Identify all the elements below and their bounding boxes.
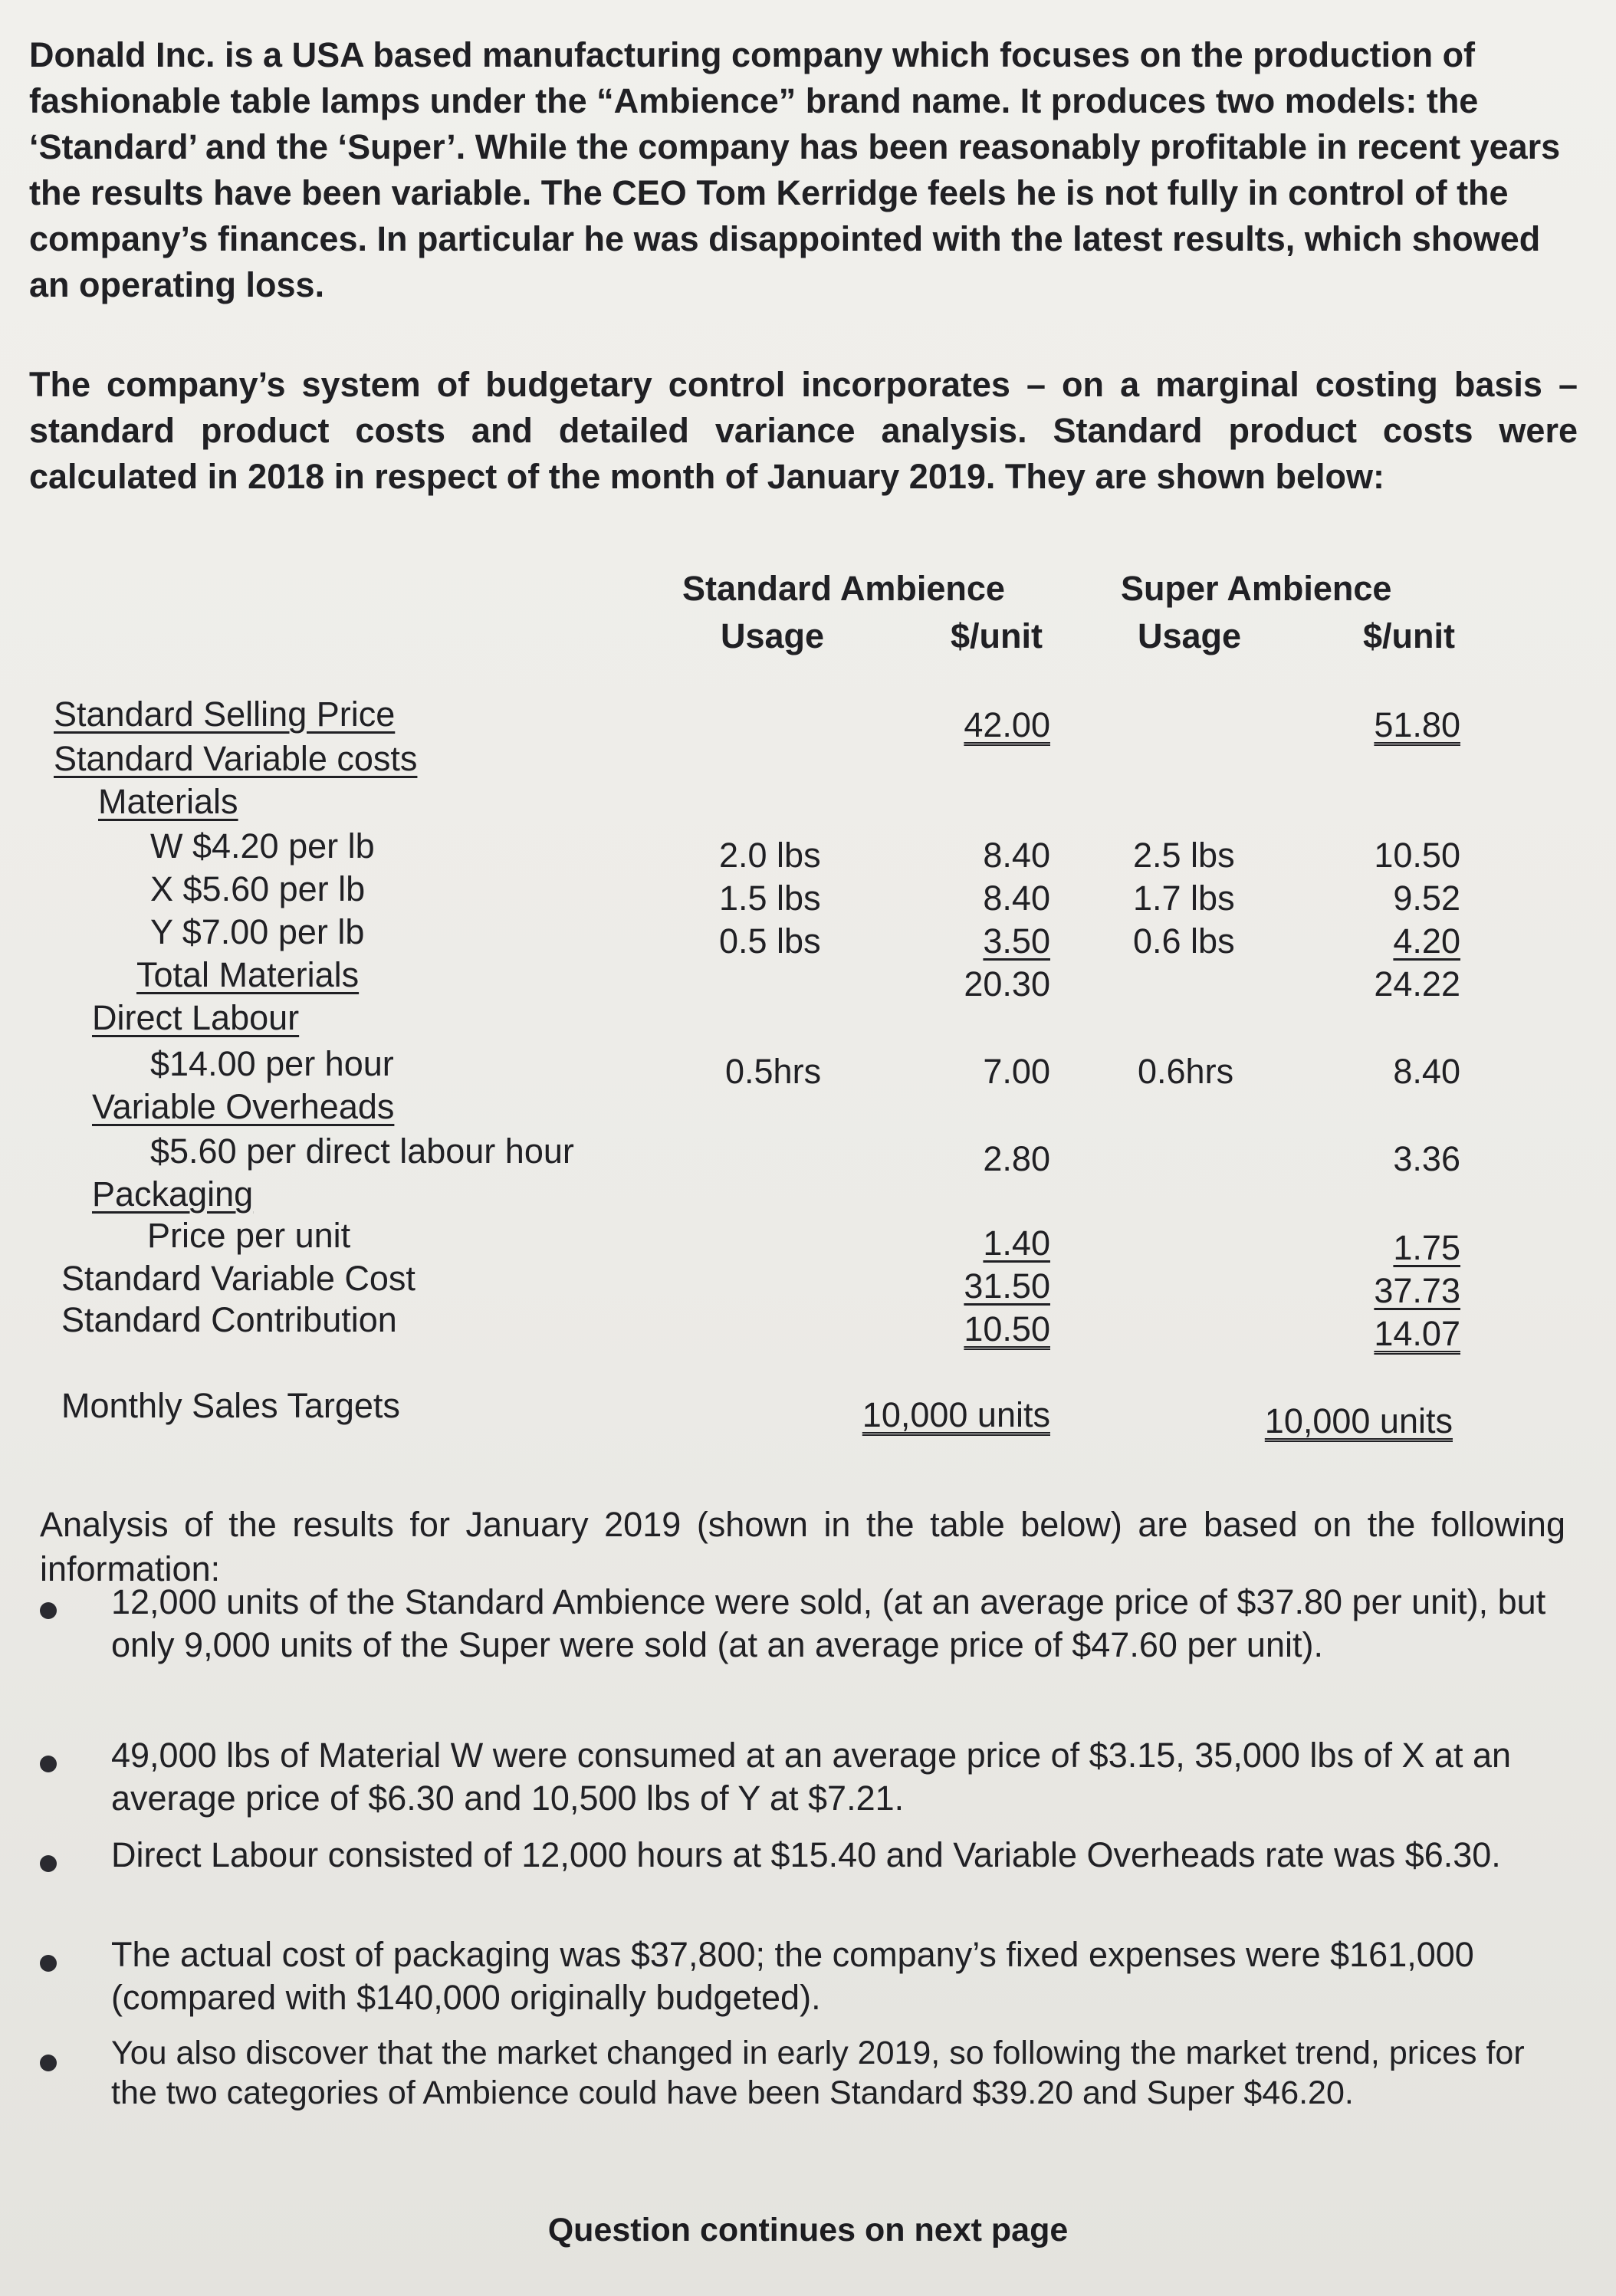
header-sup-per-unit: $/unit <box>1363 616 1455 655</box>
bullet-marker <box>40 1955 57 1972</box>
sup-usage-x: 1.7 lbs <box>1133 879 1235 918</box>
std-packaging-cost: 1.40 <box>983 1224 1050 1263</box>
analysis-bullet-sales: 12,000 units of the Standard Ambience were sold, (at an average price of $37.80 per unit), but only 9,000 units of the Super were sold (at an average price of $47.60 per unit). <box>111 1582 1546 1664</box>
std-usage-x: 1.5 lbs <box>719 879 821 918</box>
analysis-bullet-market: You also discover that the market changed in early 2019, so following the market trend, prices for the two categories of Ambience could have been Standard $39.20 and Super $46.20. <box>111 2035 1525 2111</box>
std-contribution: 10.50 <box>964 1309 1050 1348</box>
sup-overhead-cost: 3.36 <box>1393 1139 1460 1178</box>
label-selling-price: Standard Selling Price <box>54 695 396 734</box>
continuation-note: Question continues on next page <box>547 2212 1069 2248</box>
bullet-marker <box>40 2055 57 2071</box>
sup-cost-x: 9.52 <box>1393 879 1460 918</box>
bullet-marker <box>40 1756 57 1772</box>
label-std-contribution: Standard Contribution <box>61 1300 397 1339</box>
std-overhead-cost: 2.80 <box>983 1139 1050 1178</box>
sup-cost-w: 10.50 <box>1374 836 1460 875</box>
std-variable-cost: 31.50 <box>964 1266 1050 1306</box>
label-material-w: W $4.20 per lb <box>150 826 375 866</box>
bullet-marker <box>40 1855 57 1872</box>
std-labour-cost: 7.00 <box>983 1052 1050 1091</box>
header-super-ambience: Super Ambience <box>1121 569 1392 608</box>
std-selling-price: 42.00 <box>964 705 1050 744</box>
analysis-bullet-packaging: The actual cost of packaging was $37,800; the company’s fixed expenses were $161,000 (compared with $140,000 originally budgeted). <box>111 1935 1474 2017</box>
std-sales-target: 10,000 units <box>862 1395 1050 1434</box>
label-std-variable-cost: Standard Variable Cost <box>61 1259 415 1298</box>
std-labour-hours: 0.5hrs <box>725 1052 822 1091</box>
label-material-x: X $5.60 per lb <box>150 869 366 908</box>
label-labour-rate: $14.00 per hour <box>150 1044 394 1083</box>
analysis-intro: Analysis of the results for January 2019 (shown in the table below) are based on the following information: <box>40 1505 1565 1588</box>
analysis-bullet-labour: Direct Labour consisted of 12,000 hours at $15.40 and Variable Overheads rate was $6.30. <box>111 1835 1501 1874</box>
sup-usage-y: 0.6 lbs <box>1133 921 1235 961</box>
std-cost-y: 3.50 <box>983 921 1050 961</box>
label-packaging: Packaging <box>92 1174 254 1214</box>
std-total-materials: 20.30 <box>964 964 1050 1003</box>
budget-paragraph: The company’s system of budgetary control incorporates – on a marginal costing basis – standard product costs and detailed variance analysis. Standard product costs were calculated in 2018 in respect of the month of January 2019. They are shown below: <box>29 365 1578 496</box>
sup-cost-y: 4.20 <box>1393 921 1460 961</box>
header-std-usage: Usage <box>721 616 825 655</box>
std-usage-w: 2.0 lbs <box>719 836 821 875</box>
label-total-materials: Total Materials <box>136 955 360 994</box>
header-standard-ambience: Standard Ambience <box>682 569 1005 608</box>
label-overhead-rate: $5.60 per direct labour hour <box>150 1132 574 1171</box>
label-sales-targets: Monthly Sales Targets <box>61 1386 400 1425</box>
sup-selling-price: 51.80 <box>1374 705 1460 744</box>
label-direct-labour: Direct Labour <box>92 998 300 1037</box>
sup-contribution: 14.07 <box>1374 1314 1460 1353</box>
label-variable-overheads: Variable Overheads <box>92 1087 395 1126</box>
analysis-bullet-materials: 49,000 lbs of Material W were consumed at an average price of $3.15, 35,000 lbs of X at an average price of $6.30 and 10,500 lbs of Y at $7.21. <box>111 1736 1512 1818</box>
std-usage-y: 0.5 lbs <box>719 921 821 961</box>
header-sup-usage: Usage <box>1138 616 1242 655</box>
label-variable-costs: Standard Variable costs <box>54 739 418 778</box>
sup-labour-cost: 8.40 <box>1393 1052 1460 1091</box>
label-packaging-price: Price per unit <box>147 1216 351 1255</box>
bullet-marker <box>40 1602 57 1619</box>
std-cost-x: 8.40 <box>983 879 1050 918</box>
sup-sales-target: 10,000 units <box>1264 1401 1453 1440</box>
label-material-y: Y $7.00 per lb <box>150 912 365 951</box>
sup-usage-w: 2.5 lbs <box>1133 836 1235 875</box>
sup-packaging-cost: 1.75 <box>1393 1228 1460 1267</box>
sup-total-materials: 24.22 <box>1374 964 1460 1003</box>
sup-variable-cost: 37.73 <box>1374 1271 1460 1310</box>
header-std-per-unit: $/unit <box>951 616 1043 655</box>
sup-labour-hours: 0.6hrs <box>1138 1052 1234 1091</box>
label-materials: Materials <box>98 782 238 821</box>
std-cost-w: 8.40 <box>983 836 1050 875</box>
intro-paragraph: Donald Inc. is a USA based manufacturing company which focuses on the production of fashionable table lamps under the “Ambience” brand name. It produces two models: the ‘Standard’ and the ‘Super’. While the company has been reasonably profitable in recent years the results have been variable. The CEO Tom Kerridge feels he is not fully in control of the company’s finances. In particular he was disappointed with the latest results, which showed an operating loss. <box>29 35 1561 304</box>
